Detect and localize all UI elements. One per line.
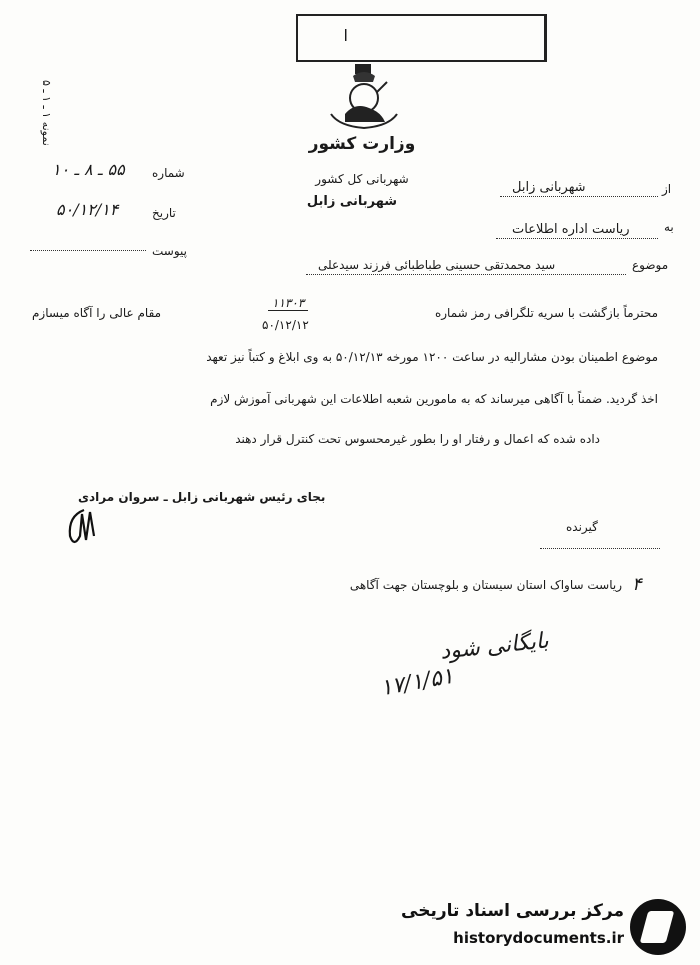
archive-title: مرکز بررسی اسناد تاریخی — [401, 901, 624, 921]
from-value: شهربانی زابل — [512, 180, 586, 195]
body-line-1-right: محترماً بازگشت با سریه تلگرافی رمز شماره — [434, 306, 658, 320]
to-value: ریاست اداره اطلاعات — [512, 222, 630, 237]
to-label: به — [664, 220, 674, 234]
attachment-line — [30, 250, 146, 251]
signature-scribble-icon — [62, 506, 106, 550]
recipient-label: گیرنده — [566, 520, 598, 534]
number-value: ۵۵ ـ ۸ ـ ۱۰ — [52, 160, 125, 179]
body-line-2: موضوع اطمینان بودن مشارالیه در ساعت ۱۲۰۰ مورخه ۵۰/۱۲/۱۳ به وی ابلاغ و کتباً نیز تعهد — [206, 350, 658, 364]
cc-text: ریاست ساواک استان سیستان و بلوچستان جهت آگاهی — [349, 578, 622, 592]
subject-label: موضوع — [632, 258, 669, 272]
telegram-date: ۵۰/۱۲/۱۲ — [262, 318, 309, 332]
office-name: شهربانی زابل — [306, 194, 398, 209]
subject-value: سید محمدتقی حسینی طباطبائی فرزند سیدعلی — [318, 258, 556, 272]
handwritten-date: ۱۷/۱/۵۱ — [378, 663, 456, 702]
body-line-3: اخذ گردید. ضمناً با آگاهی میرساند که به مامورین شعبه اطلاعات این شهربانی آموزش لازم — [210, 392, 658, 406]
attachment-label: پیوست — [152, 244, 187, 258]
number-label: شماره — [152, 166, 185, 180]
reception-stamp-frame — [296, 14, 547, 62]
directorate-name: شهربانی کل کشور — [315, 172, 409, 186]
signature-block: بجای رئیس شهربانی زابل ـ سروان مرادی — [78, 490, 326, 504]
handwritten-note: بایگانی شود — [438, 628, 550, 665]
stamp-text: ا — [343, 26, 348, 45]
date-value: ۵۰/۱۲/۱۴ — [56, 200, 119, 219]
archive-logo-icon — [630, 899, 686, 955]
body-line-4: داده شده که اعمال و رفتار او را بطور غیرمحسوس تحت کنترل قرار دهند — [235, 432, 600, 446]
date-label: تاریخ — [152, 206, 176, 220]
from-line — [500, 196, 658, 197]
telegram-number: ۱۱۳۰۳ — [268, 296, 308, 311]
body-line-1-left: مقام عالی را آگاه میسازم — [32, 306, 162, 320]
ministry-title: وزارت کشور — [308, 134, 416, 154]
to-line — [496, 238, 658, 239]
cc-mark: ۴ — [632, 574, 642, 595]
lion-and-sun-emblem-icon — [325, 62, 403, 132]
from-label: از — [662, 182, 672, 196]
form-code-note: نمونه ۱ ـ ۱ ـ ۵ — [40, 80, 53, 146]
subject-line — [306, 274, 626, 275]
recipient-line — [540, 548, 660, 549]
archive-watermark — [401, 897, 690, 961]
archive-url: historydocuments.ir — [453, 929, 624, 947]
